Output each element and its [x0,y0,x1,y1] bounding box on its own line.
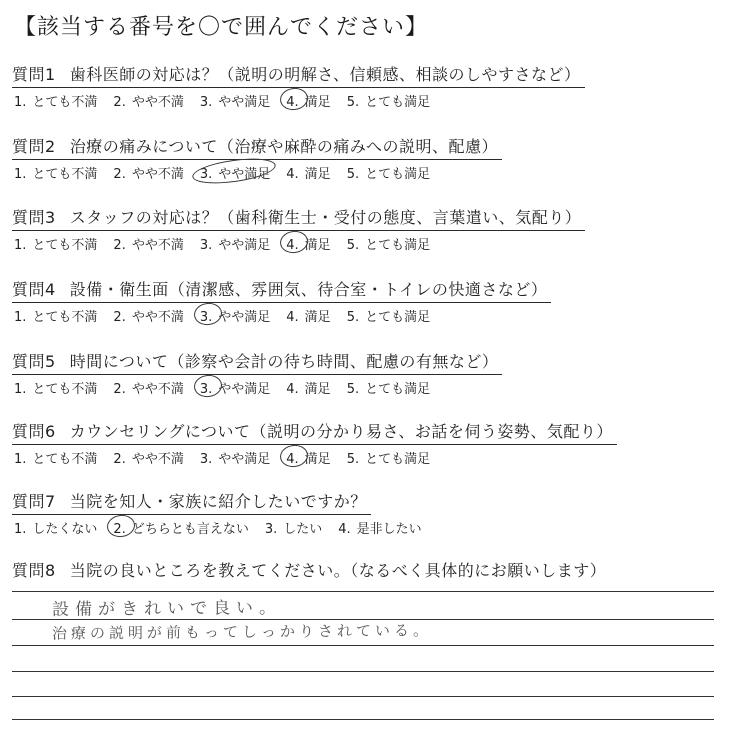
option-label: やや満足 [218,310,271,325]
option-number: 2. [113,95,126,110]
option-4[interactable] [284,448,332,467]
option-3[interactable] [198,378,272,397]
option-number: 1. [14,95,27,110]
option-number: 2. [113,310,126,325]
option-label: とても不満 [32,167,98,182]
question-number: 質問5 [12,352,56,371]
option-5[interactable] [345,91,432,110]
option-1[interactable] [12,234,99,253]
option-label: やや不満 [131,310,184,325]
question-text: 治療の痛みについて（治療や麻酔の痛みへの説明、配慮） [69,137,499,156]
option-2[interactable] [111,234,185,253]
ruled-line [12,671,714,672]
question-4 [12,279,712,325]
question-text: スタッフの対応は？（歯科衛生士・受付の態度、言葉遣い、気配り） [69,208,582,227]
option-4[interactable] [284,378,332,397]
option-label: とても満足 [365,452,431,467]
option-label: とても満足 [365,167,431,182]
option-label: やや満足 [218,95,271,110]
option-5[interactable] [345,448,432,467]
option-3[interactable] [198,91,272,110]
question-number: 質問8 [12,561,56,580]
option-label: やや満足 [218,167,271,182]
option-label: とても不満 [32,382,98,397]
option-number: 1. [14,238,27,253]
option-label: 満足 [304,310,331,325]
option-4[interactable] [284,234,332,253]
option-number: 3. [264,522,278,537]
option-5[interactable] [345,234,432,253]
option-number: 2. [113,522,126,537]
option-label: とても不満 [32,238,98,253]
option-label: やや不満 [131,238,184,253]
option-number: 5. [346,452,360,467]
question-1-title [12,64,585,88]
option-1[interactable] [12,518,99,537]
option-number: 3. [199,452,213,467]
question-text: 時間について（診察や会計の待ち時間、配慮の有無など） [69,352,499,371]
question-5 [12,351,712,397]
question-text: 当院を知人・家族に紹介したいですか？ [69,492,367,511]
option-5[interactable] [345,378,432,397]
option-number: 1. [14,167,27,182]
instruction-header: 【該当する番号を〇で囲んでください】 [14,15,429,40]
option-5[interactable] [345,306,432,325]
question-text: カウンセリングについて（説明の分かり易さ、お話を伺う姿勢、気配り） [69,422,613,441]
option-label: とても満足 [365,382,431,397]
option-4[interactable] [336,518,423,537]
handwritten-answer-2: 治療の説明が前もってしっかりされている。 [51,621,433,643]
option-label: とても満足 [365,95,431,110]
option-number: 1. [14,382,27,397]
option-number: 2. [113,382,126,397]
option-1[interactable] [12,306,99,325]
option-4[interactable] [284,306,332,325]
option-number: 4. [286,238,299,253]
ruled-line [12,696,714,697]
option-3[interactable] [198,448,272,467]
option-number: 4. [286,95,299,110]
option-2[interactable] [111,163,185,182]
option-number: 4. [286,452,299,467]
option-number: 3. [199,382,213,397]
option-2[interactable] [111,518,250,537]
question-number: 質問3 [12,208,56,227]
question-6 [12,421,712,467]
option-number: 4. [286,167,299,182]
option-label: 満足 [304,382,331,397]
option-3[interactable] [198,306,272,325]
answer-options [12,378,712,397]
option-label: とても満足 [365,310,431,325]
option-4[interactable] [284,163,332,182]
option-2[interactable] [111,448,185,467]
option-number: 4. [286,382,299,397]
option-1[interactable] [12,378,99,397]
option-label: やや不満 [131,95,184,110]
option-number: 5. [346,310,360,325]
option-number: 2. [113,238,126,253]
option-3[interactable] [198,163,272,182]
option-number: 3. [199,310,213,325]
question-text: 設備・衛生面（清潔感、雰囲気、待合室・トイレの快適さなど） [69,280,548,299]
question-4-title [12,279,551,303]
option-1[interactable] [12,91,99,110]
option-number: 2. [113,452,126,467]
option-number: 1. [14,522,27,537]
option-2[interactable] [111,306,185,325]
option-label: したくない [32,522,98,537]
option-label: やや満足 [218,238,271,253]
question-number: 質問7 [12,492,56,511]
option-label: やや満足 [218,382,271,397]
option-number: 4. [338,522,351,537]
option-2[interactable] [111,378,185,397]
question-number: 質問6 [12,422,56,441]
option-label: 是非したい [356,522,422,537]
answer-options [12,91,712,110]
option-label: やや満足 [218,452,271,467]
option-label: 満足 [304,238,331,253]
question-3 [12,207,712,253]
option-label: やや不満 [131,452,184,467]
option-number: 1. [14,310,27,325]
option-label: やや不満 [131,167,184,182]
answer-options [12,448,712,467]
option-number: 5. [346,95,360,110]
option-label: 満足 [304,452,331,467]
option-label: したい [283,522,323,537]
question-text: 当院の良いところを教えてください。（なるべく具体的にお願いします） [69,561,607,580]
question-1 [12,64,712,110]
answer-options [12,234,712,253]
handwritten-answer-1: 設備がきれいで良い。 [51,597,283,621]
question-number: 質問2 [12,137,56,156]
question-3-title [12,207,585,231]
question-number: 質問1 [12,65,56,84]
question-number: 質問4 [12,280,56,299]
ruled-line [12,645,714,646]
option-label: どちらとも言えない [131,522,249,537]
option-number: 5. [346,382,360,397]
question-7-title [12,491,371,515]
question-6-title [12,421,617,445]
option-label: やや不満 [131,382,184,397]
answer-options [12,163,712,182]
ruled-line [12,591,714,592]
option-label: 満足 [304,95,331,110]
option-number: 1. [14,452,27,467]
ruled-line [12,719,714,720]
question-5-title [12,351,502,375]
option-number: 5. [346,238,360,253]
option-number: 3. [199,95,213,110]
question-7 [12,491,712,537]
option-label: とても不満 [32,452,98,467]
option-3[interactable] [263,518,324,537]
option-3[interactable] [198,234,272,253]
question-2 [12,136,712,182]
question-8 [12,560,712,583]
option-number: 4. [286,310,299,325]
answer-options [12,518,712,537]
option-1[interactable] [12,448,99,467]
option-label: とても不満 [32,95,98,110]
option-number: 3. [199,167,213,182]
option-number: 3. [199,238,213,253]
option-label: 満足 [304,167,331,182]
question-text: 歯科医師の対応は？（説明の明解さ、信頼感、相談のしやすさなど） [69,65,581,84]
question-2-title [12,136,502,160]
option-2[interactable] [111,91,185,110]
option-label: とても不満 [32,310,98,325]
answer-options [12,306,712,325]
option-1[interactable] [12,163,99,182]
option-number: 5. [346,167,360,182]
option-4[interactable] [284,91,332,110]
option-label: とても満足 [365,238,431,253]
option-5[interactable] [345,163,432,182]
question-8-title [12,560,610,583]
option-number: 2. [113,167,126,182]
